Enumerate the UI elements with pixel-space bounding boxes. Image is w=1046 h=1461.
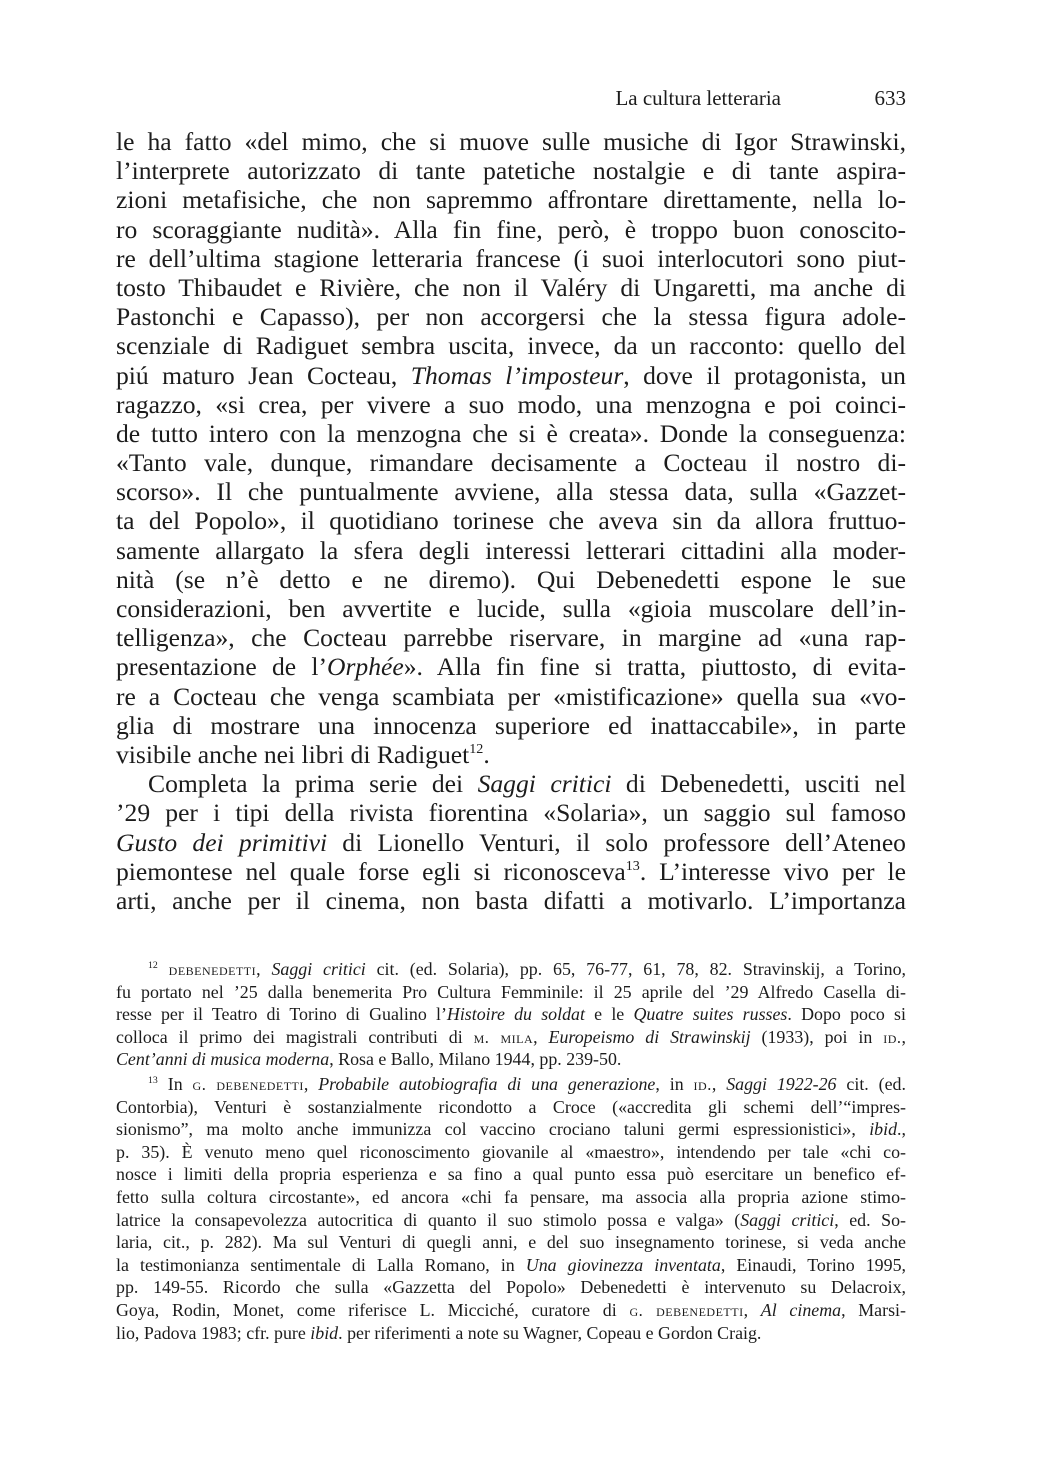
footnote-line: Contorbia), Venturi è sostanzialmente ricondotto a Croce («accredita gli schemi dell’“impres- xyxy=(116,1096,906,1117)
footnote-line: $^{13}$ In g. debenedetti, Probabile autobiografia di una generazione, in id., Saggi 1922-26 cit. (ed. xyxy=(148,1073,906,1094)
text-line: glia di mostrare una innocenza superiore ed inattaccabile», in parte xyxy=(116,710,906,740)
footnote-ref-13[interactable]: 13 xyxy=(625,857,640,874)
footnote-ref-12[interactable]: 12 xyxy=(469,741,484,758)
page-number: 633 xyxy=(874,86,906,110)
text-line: considerazioni, ben avvertite e lucide, sulla «gioia muscolare dell’in- xyxy=(116,594,906,623)
text-line: Gusto dei primitivi di Lionello Venturi, il solo professore dell’Ateneo xyxy=(116,827,906,857)
text-line: de tutto intero con la menzogna che si è creata». Donde la conseguenza: xyxy=(116,418,906,448)
work-title: Gusto dei primitivi xyxy=(116,827,328,857)
footnote-line: $^{12}$ debenedetti, Saggi critici cit. (ed. Solaria), pp. 65, 76-77, 61, 78, 82. Stravinskij, a Torino, xyxy=(148,959,907,979)
footnote-marker: 13 xyxy=(148,1075,158,1087)
text-line: le ha fatto «del mimo, che si muove sulle musiche di Igor Strawinski, xyxy=(116,127,906,156)
text-line: re dell’ultima stagione letteraria francese (i suoi interlocutori sono piut- xyxy=(116,243,906,273)
text-line: scorso». Il che puntualmente avviene, alla stessa data, sulla «Gazzet- xyxy=(116,477,906,507)
text-line: ’29 per i tipi della rivista fiorentina «Solaria», un saggio sul famoso xyxy=(116,798,906,828)
text-line: re a Cocteau che venga scambiata per «mistificazione» quella sua «vo- xyxy=(116,681,906,711)
work-title: Thomas l’imposteur xyxy=(410,360,624,390)
footnote-line: la testimonianza sentimentale di Lalla Romano, in Una giovinezza inventata, Einaudi, Torino 1995, xyxy=(116,1254,906,1275)
text-line: Pastonchi e Capasso), per non accorgersi che la stessa figura adole- xyxy=(116,302,906,332)
footnote-line: Cent’anni di musica moderna, Rosa e Ballo, Milano 1944, pp. 239-50. xyxy=(116,1049,622,1070)
footnote-line: sionismo”, ma molto anche immunizza col vaccino crociano taluni germi espressionistici», ibid., xyxy=(116,1119,906,1140)
footnote-13 xyxy=(116,1073,906,1344)
text-line: piemontese nel quale forse egli si riconosceva$^{13}$. L’interesse vivo per le xyxy=(116,856,906,886)
work-title: Orphée xyxy=(326,652,404,682)
text-line: l’interprete autorizzato di tante patetiche nostalgie e di tante aspira- xyxy=(116,156,906,186)
paragraph-1 xyxy=(116,127,906,769)
text-line: ta del Popolo», il quotidiano torinese che aveva sin da allora fruttuo- xyxy=(116,506,906,536)
running-title: La cultura letteraria xyxy=(615,86,781,110)
paragraph-2 xyxy=(116,769,906,915)
footnote-line: lio, Padova 1983; cfr. pure ibid. per riferimenti a note su Wagner, Copeau e Gordon Craig. xyxy=(116,1322,762,1343)
work-title: Saggi critici xyxy=(477,769,612,799)
text-line: samente allargato la sfera degli interessi letterari cittadini alla moder- xyxy=(116,535,906,565)
footnote-line: latrice la consapevolezza autocritica di quanto il suo stimolo possa e valga» (Saggi critici, ed. So- xyxy=(116,1209,906,1230)
text-line: ragazzo, «si crea, per vivere a suo modo, una menzogna e poi coinci- xyxy=(116,389,906,419)
text-line: zioni metafisiche, che non sapremmo affrontare direttamente, nella lo- xyxy=(116,185,906,215)
text-line: tosto Thibaudet e Rivière, che non il Valéry di Ungaretti, ma anche di xyxy=(116,272,906,302)
text-line: arti, anche per il cinema, non basta difatti a motivarlo. L’importanza xyxy=(116,885,906,915)
text-line: presentazione de l’Orphée». Alla fin fine si tratta, piuttosto, di evita- xyxy=(116,652,906,682)
text-line: visibile anche nei libri di Radiguet$^{12}$. xyxy=(116,739,490,769)
footnote-12 xyxy=(116,958,906,1071)
footnote-line: fetto sulla coltura circostante», ed ancora «chi fa pensare, ma associa alla propria azione stimo- xyxy=(116,1186,906,1207)
text-line: «Tanto vale, dunque, rimandare decisamente a Cocteau il nostro di- xyxy=(116,448,906,478)
footnote-line: resse per il Teatro di Torino di Gualino l’Histoire du soldat e le Quatre suites russes. Dopo poco si xyxy=(116,1004,906,1025)
text-line: telligenza», che Cocteau parrebbe riservare, in margine ad «una rap- xyxy=(116,623,906,653)
footnote-line: Goya, Rodin, Monet, come riferisce L. Micciché, curatore di g. debenedetti, Al cinema, Marsi- xyxy=(116,1299,906,1320)
text-line: scenziale di Radiguet sembra uscita, invece, da un racconto: quello del xyxy=(116,331,906,361)
text-line: nità (se n’è detto e ne diremo). Qui Debenedetti espone le sue xyxy=(116,564,906,594)
footnote-line: p. 35). È venuto meno quel riconoscimento giovanile al «maestro», intendendo per tale «chi co- xyxy=(116,1141,906,1162)
text-line: piú maturo Jean Cocteau, Thomas l’imposteur, dove il protagonista, un xyxy=(116,360,906,390)
footnote-line: laria, cit., p. 282). Ma sul Venturi di quegli anni, e del suo insegnamento torinese, si veda anche xyxy=(116,1232,906,1253)
footnote-line: colloca il primo dei magistrali contributi di m. mila, Europeismo di Strawinskij (1933), poi in id., xyxy=(116,1026,906,1047)
footnotes xyxy=(116,958,906,1344)
text-line: Completa la prima serie dei Saggi critici di Debenedetti, usciti nel xyxy=(148,769,906,799)
text-line: ro scoraggiante nudità». Alla fin fine, però, è troppo buon conoscito- xyxy=(116,214,906,244)
main-text xyxy=(116,127,906,915)
footnote-line: fu portato nel ’25 dalla benemerita Pro Cultura Femminile: il 25 aprile del ’29 Alfredo Casella di- xyxy=(116,981,906,1002)
footnote-marker: 12 xyxy=(148,960,158,972)
footnote-line: nosce i limiti della propria esperienza e sa fino a qual punto essa può esercitare un benefico ef- xyxy=(116,1164,906,1185)
footnote-line: pp. 149-55. Ricordo che sulla «Gazzetta del Popolo» Debenedetti è intervenuto su Delacroix, xyxy=(116,1277,906,1298)
